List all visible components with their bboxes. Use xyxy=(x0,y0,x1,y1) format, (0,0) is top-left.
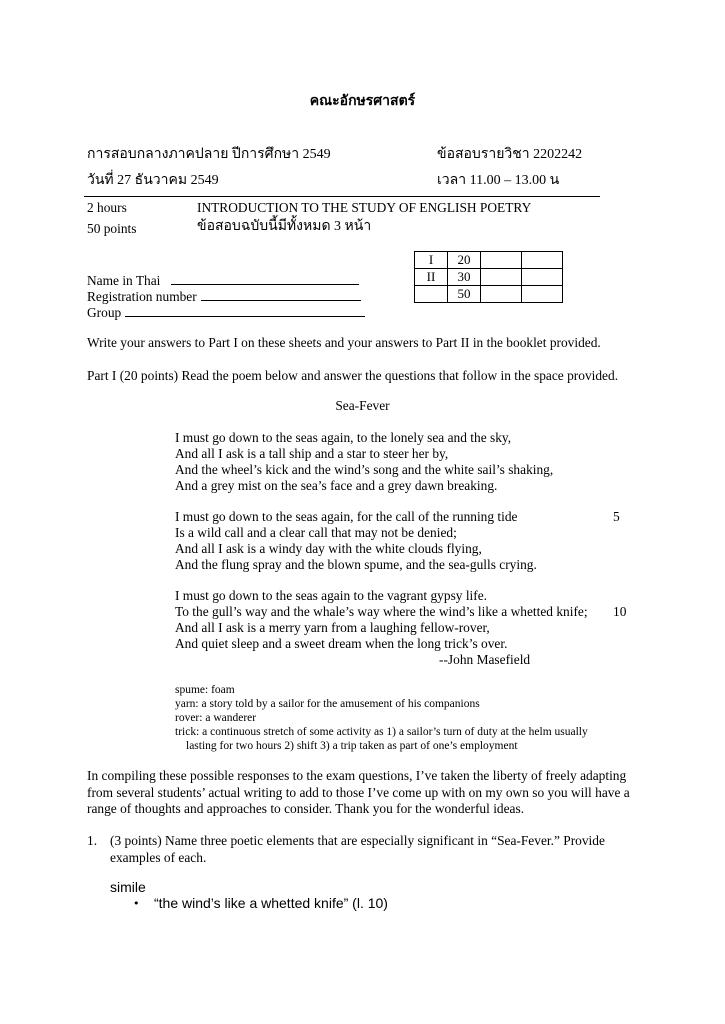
glossary-item: lasting for two hours 2) shift 3) a trip taken as part of one’s employment xyxy=(186,740,518,752)
glossary-item: trick: a continuous stretch of some activity as 1) a sailor’s turn of duty at the helm usually xyxy=(175,726,588,738)
intro-paragraph: In compiling these possible responses to the exam questions, I’ve taken the liberty of freely adapting from several students’ actual writing to add to those I’ve come up with on my own so you will have a range of thoughts and approaches to consider. Thank you for the wonderful ideas. xyxy=(87,768,630,816)
score-cell[interactable] xyxy=(481,269,522,286)
poem-line: And the flung spray and the blown spume, and the sea-gulls crying. xyxy=(175,557,537,572)
group-input-line[interactable] xyxy=(125,304,365,317)
group-field-row xyxy=(87,304,365,321)
poem-line: And the wheel’s kick and the wind’s song and the white sail’s shaking, xyxy=(175,462,554,477)
score-part: II xyxy=(415,269,448,286)
poem-line: Is a wild call and a clear call that may not be denied; xyxy=(175,525,457,540)
exam-duration: 2 hours xyxy=(87,200,127,215)
exam-date: วันที่ 27 ธันวาคม 2549 xyxy=(87,173,219,188)
registration-label: Registration number xyxy=(87,289,197,304)
score-row xyxy=(415,269,563,286)
score-points: 20 xyxy=(448,252,481,269)
registration-input-line[interactable] xyxy=(201,288,361,301)
score-points: 50 xyxy=(448,286,481,303)
score-cell[interactable] xyxy=(522,269,563,286)
registration-field-row xyxy=(87,288,361,305)
question-number: 1. xyxy=(87,833,98,848)
answer-element: simile xyxy=(110,879,146,895)
instructions: Write your answers to Part I on these sheets and your answers to Part II in the booklet provided. xyxy=(87,335,601,350)
poem-line: And all I ask is a merry yarn from a laughing fellow-rover, xyxy=(175,620,490,635)
exam-title: การสอบกลางภาคปลาย ปีการศึกษา 2549 xyxy=(87,147,331,162)
name-label: Name in Thai xyxy=(87,273,161,288)
score-points: 30 xyxy=(448,269,481,286)
group-label: Group xyxy=(87,305,122,320)
faculty-title: คณะอักษรศาสตร์ xyxy=(309,94,416,109)
poem-line: I must go down to the seas again to the vagrant gypsy life. xyxy=(175,588,488,603)
line-number-10: 10 xyxy=(613,604,627,619)
pages-note: ข้อสอบฉบับนี้มีทั้งหมด 3 หน้า xyxy=(197,219,372,234)
course-code: ข้อสอบรายวิชา 2202242 xyxy=(437,147,583,162)
glossary-item: rover: a wanderer xyxy=(175,712,257,724)
poem-line: I must go down to the seas again, to the lonely sea and the sky, xyxy=(175,430,512,445)
poem-line: And all I ask is a windy day with the white clouds flying, xyxy=(175,541,482,556)
score-part: I xyxy=(415,252,448,269)
exam-time: เวลา 11.00 – 13.00 น xyxy=(437,173,560,188)
score-cell[interactable] xyxy=(481,286,522,303)
score-cell[interactable] xyxy=(522,286,563,303)
score-cell[interactable] xyxy=(522,252,563,269)
score-part xyxy=(415,286,448,303)
poem-author: --John Masefield xyxy=(439,652,531,667)
bullet-icon: • xyxy=(133,897,140,910)
score-table xyxy=(414,251,563,303)
header-rule xyxy=(84,196,600,197)
score-row xyxy=(415,286,563,303)
score-row xyxy=(415,252,563,269)
glossary-item: spume: foam xyxy=(175,684,235,696)
name-input-line[interactable] xyxy=(171,272,359,285)
poem-line: And all I ask is a tall ship and a star to steer her by, xyxy=(175,446,449,461)
poem-line: And quiet sleep and a sweet dream when the long trick’s over. xyxy=(175,636,508,651)
exam-points: 50 points xyxy=(87,221,137,236)
score-cell[interactable] xyxy=(481,252,522,269)
glossary-item: yarn: a story told by a sailor for the amusement of his companions xyxy=(175,698,480,710)
course-name: INTRODUCTION TO THE STUDY OF ENGLISH POETRY xyxy=(197,200,532,215)
poem-line: I must go down to the seas again, for the call of the running tide xyxy=(175,509,518,524)
part1-heading: Part I (20 points) Read the poem below and answer the questions that follow in the space provided. xyxy=(87,368,619,383)
name-field-row xyxy=(87,272,359,289)
line-number-5: 5 xyxy=(613,509,620,524)
poem-line: And a grey mist on the sea’s face and a grey dawn breaking. xyxy=(175,478,498,493)
answer-example: “the wind’s like a whetted knife” (l. 10) xyxy=(154,895,388,911)
question-text: (3 points) Name three poetic elements that are especially significant in “Sea-Fever.” Provide examples of each. xyxy=(110,833,605,865)
poem-title: Sea-Fever xyxy=(335,398,390,413)
poem-line: To the gull’s way and the whale’s way where the wind’s like a whetted knife; xyxy=(175,604,588,619)
